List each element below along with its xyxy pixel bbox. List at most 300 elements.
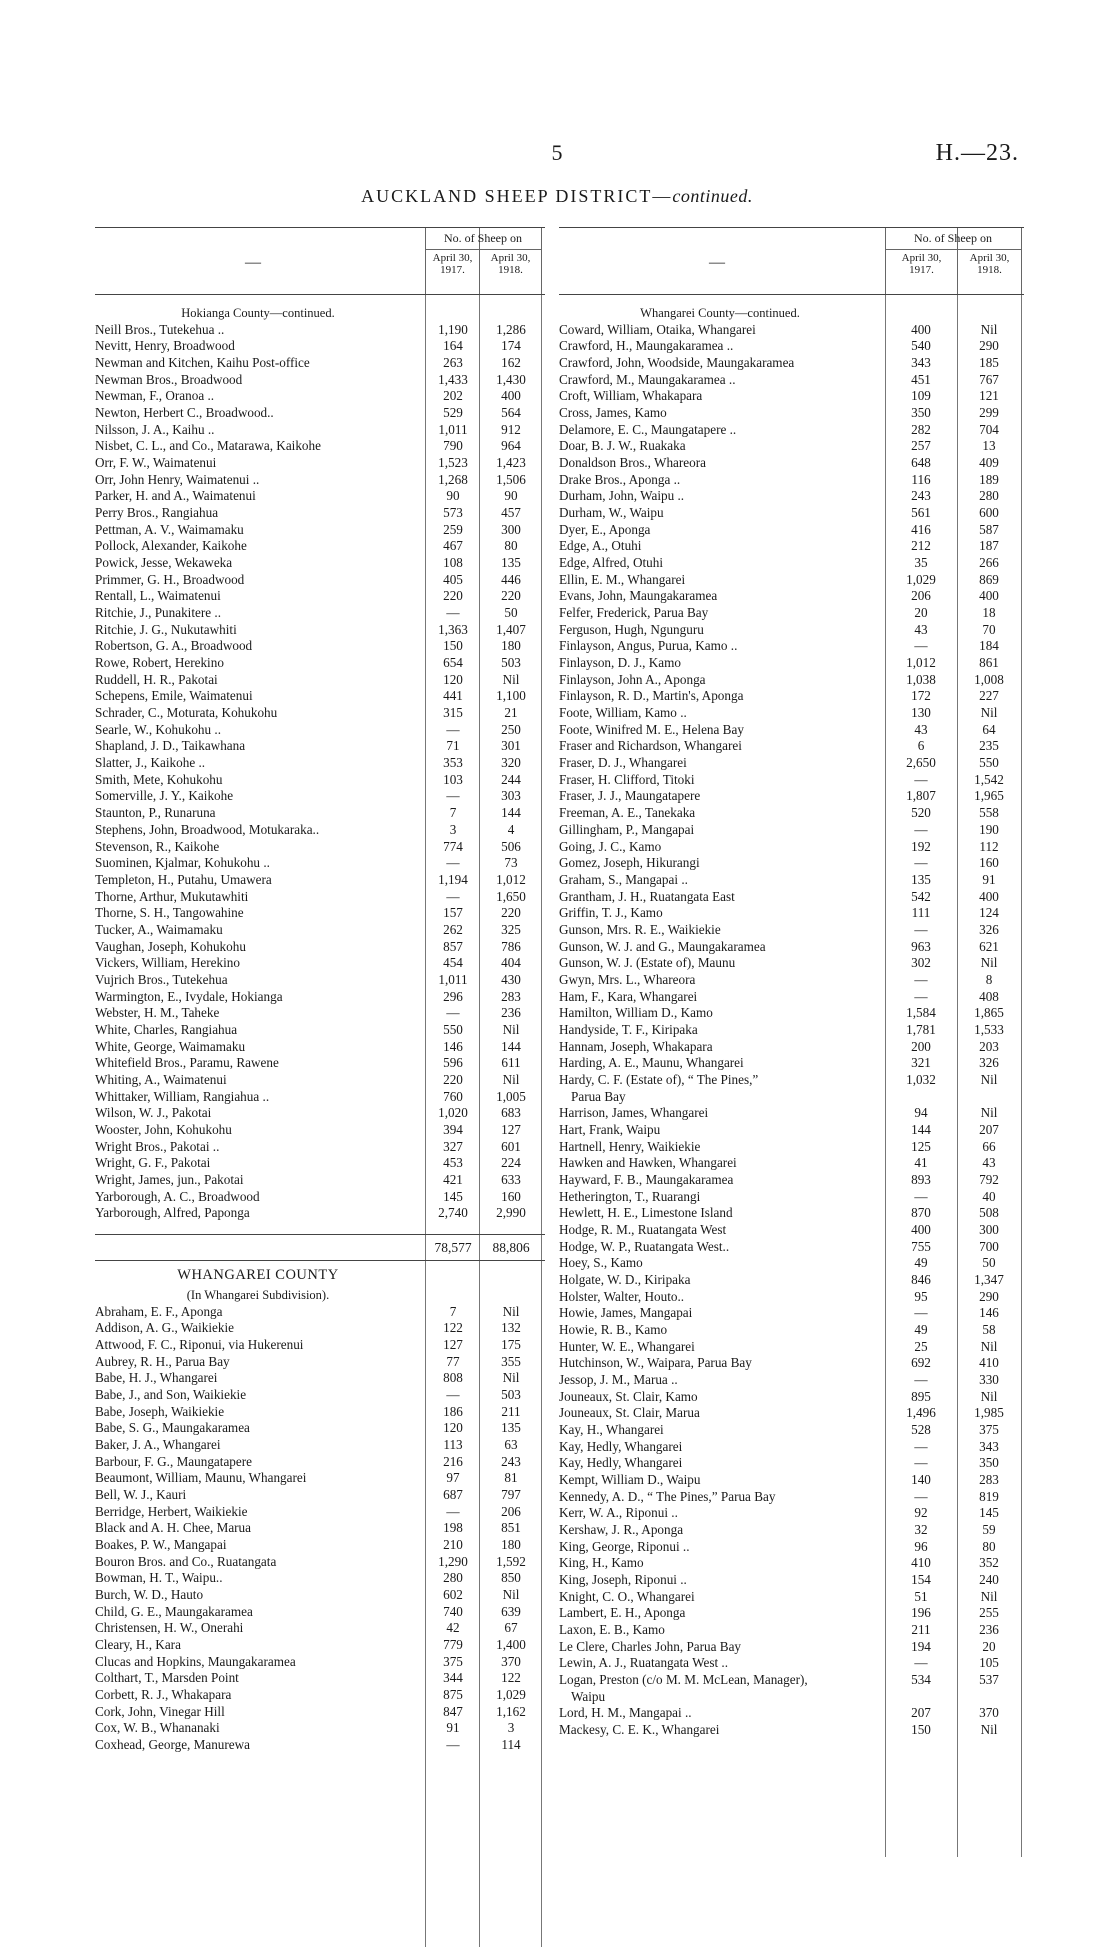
sheep-1918: 503 <box>501 655 521 671</box>
owner-name: Abraham, E. F., Aponga <box>95 1303 223 1319</box>
table-row <box>559 638 1024 655</box>
sheep-1918: 457 <box>501 505 521 521</box>
owner-name: Fraser and Richardson, Whangarei <box>559 738 742 754</box>
sheep-1918: Nil <box>980 1105 998 1121</box>
total-1917: 78,577 <box>434 1239 472 1255</box>
table-row <box>95 1337 545 1354</box>
sheep-1917: 573 <box>443 505 463 521</box>
sheep-1918: 1,533 <box>974 1021 1004 1037</box>
owner-name: Vaughan, Joseph, Kohukohu <box>95 938 246 954</box>
table-row <box>559 839 1024 856</box>
owner-name: Kay, Hedly, Whangarei <box>559 1438 683 1454</box>
table-row <box>95 388 545 405</box>
sheep-1917: 109 <box>911 388 931 404</box>
table-row <box>559 1639 1024 1656</box>
sheep-1917: 257 <box>911 438 931 454</box>
sheep-1918: 350 <box>979 1455 999 1471</box>
sheep-1917: 25 <box>914 1338 928 1354</box>
sheep-1918: Nil <box>502 1303 520 1319</box>
sheep-1918: 1,005 <box>496 1088 526 1104</box>
owner-name: Parker, H. and A., Waimatenui <box>95 488 256 504</box>
sheep-1918: 2,990 <box>496 1205 526 1221</box>
sheep-1917: 41 <box>914 1155 928 1171</box>
owner-name: King, Joseph, Riponui .. <box>559 1572 687 1588</box>
table-row <box>95 872 545 889</box>
sheep-1918: 283 <box>501 988 521 1004</box>
owner-name: Felfer, Frederick, Parua Bay <box>559 605 709 621</box>
sheep-1917: 7 <box>449 805 457 821</box>
owner-name: Staunton, P., Runaruna <box>95 805 216 821</box>
owner-name: Neill Bros., Tutekehua .. <box>95 321 225 337</box>
sheep-1918: 409 <box>979 455 999 471</box>
table-row <box>559 1039 1024 1056</box>
sheep-1918: 700 <box>979 1238 999 1254</box>
owner-name: Knight, C. O., Whangarei <box>559 1588 695 1604</box>
no-of-sheep-heading: No. of Sheep on <box>914 231 992 245</box>
sheep-1917: 343 <box>911 355 931 371</box>
owner-name: Holgate, W. D., Kiripaka <box>559 1271 691 1287</box>
owner-name: Templeton, H., Putahu, Umawera <box>95 871 272 887</box>
sheep-1918: Nil <box>980 1388 998 1404</box>
owner-name: Yarborough, A. C., Broadwood <box>95 1188 260 1204</box>
owner-name: Handyside, T. F., Kiripaka <box>559 1021 698 1037</box>
owner-name: Hodge, R. M., Ruatangata West <box>559 1221 727 1237</box>
table-row <box>95 1470 545 1487</box>
sheep-1917: 692 <box>911 1355 931 1371</box>
sheep-1917: 90 <box>446 488 460 504</box>
sheep-1917: — <box>446 1503 460 1519</box>
table-row <box>95 1155 545 1172</box>
sheep-1918: 850 <box>501 1570 521 1586</box>
owner-name: Newton, Herbert C., Broadwood.. <box>95 405 274 421</box>
owner-name: Colthart, T., Marsden Point <box>95 1670 239 1686</box>
owner-name: Ferguson, Hugh, Ngunguru <box>559 621 704 637</box>
owner-name: Graham, S., Mangapai .. <box>559 871 688 887</box>
owner-name: Finlayson, D. J., Kamo <box>559 655 681 671</box>
sheep-1918: 144 <box>501 1038 521 1054</box>
sheep-1918: 786 <box>501 938 521 954</box>
owner-name: Vujrich Bros., Tutekehua <box>95 971 228 987</box>
sheep-1918: 683 <box>501 1105 521 1121</box>
sheep-1917: 212 <box>911 538 931 554</box>
owner-name: Beaumont, William, Maunu, Whangarei <box>95 1470 307 1486</box>
table-row <box>559 1289 1024 1306</box>
sheep-1918: 58 <box>982 1321 996 1337</box>
table-row <box>95 1105 545 1122</box>
table-row <box>95 1504 545 1521</box>
sheep-1918: 63 <box>504 1437 518 1452</box>
table-row <box>95 722 545 739</box>
sheep-1918: 537 <box>979 1672 999 1688</box>
sheep-1917: 1,038 <box>906 671 936 687</box>
sheep-1917: — <box>446 605 460 621</box>
sheep-1917: 196 <box>911 1605 931 1621</box>
sheep-1917: — <box>914 771 928 787</box>
sheep-1917: 1,807 <box>906 788 936 804</box>
table-row <box>559 872 1024 889</box>
owner-name: Fraser, D. J., Whangarei <box>559 755 687 771</box>
sheep-1917: 71 <box>446 738 460 754</box>
table-header <box>559 227 1024 295</box>
sheep-1917: 405 <box>443 571 463 587</box>
table-row <box>559 1455 1024 1472</box>
sheep-1917: 172 <box>911 688 931 704</box>
page-number: 5 <box>551 140 563 165</box>
sheep-1917: 216 <box>443 1453 463 1469</box>
owner-name: Crawford, M., Maungakaramea .. <box>559 371 736 387</box>
sheep-1917: 259 <box>443 521 463 537</box>
owner-name: Howie, R. B., Kamo <box>559 1321 668 1337</box>
table-row <box>559 505 1024 522</box>
table-row <box>559 622 1024 639</box>
sheep-1917: 467 <box>443 538 463 554</box>
table-row <box>559 688 1024 705</box>
sheep-1917: 202 <box>443 388 463 404</box>
owner-name: Christensen, H. W., Onerahi <box>95 1620 244 1636</box>
title-main: AUCKLAND SHEEP DISTRICT— <box>361 186 673 206</box>
sheep-1918: 207 <box>979 1121 999 1137</box>
table-row <box>559 1122 1024 1139</box>
owner-name: Pollock, Alexander, Kaikohe <box>95 538 247 554</box>
sheep-1918: 13 <box>982 438 996 454</box>
owner-name: Kay, Hedly, Whangarei <box>559 1455 683 1471</box>
sheep-1917: 51 <box>914 1588 928 1604</box>
owner-name: Drake Bros., Aponga .. <box>559 471 681 487</box>
sheep-1917: 206 <box>911 588 931 604</box>
sheep-1917: 146 <box>443 1038 463 1054</box>
table-row <box>95 338 545 355</box>
table-row <box>559 972 1024 989</box>
table-row <box>95 1620 545 1637</box>
owner-name: Edge, A., Otuhi <box>559 538 642 554</box>
table-row <box>559 822 1024 839</box>
owner-name: Logan, Preston (c/o M. M. McLean, Manager), <box>559 1672 808 1688</box>
owner-name: Donaldson Bros., Whareora <box>559 455 706 471</box>
sheep-1918: Nil <box>502 671 520 687</box>
owner-name: Ruddell, H. R., Pakotai <box>95 671 218 687</box>
owner-name: Addison, A. G., Waikiekie <box>95 1320 234 1336</box>
table-row <box>559 1472 1024 1489</box>
owner-name: Cork, John, Vinegar Hill <box>95 1703 225 1719</box>
table-row <box>95 1387 545 1404</box>
sheep-1918: 80 <box>982 1538 996 1554</box>
table-row <box>95 922 545 939</box>
sheep-1917: 596 <box>443 1055 463 1071</box>
owner-name: Going, J. C., Kamo <box>559 838 662 854</box>
table-row <box>559 572 1024 589</box>
table-row <box>559 1622 1024 1639</box>
owner-name: Hannam, Joseph, Whakapara <box>559 1038 713 1054</box>
table-row <box>559 1655 1024 1672</box>
owner-name: Hart, Frank, Waipu <box>559 1121 661 1137</box>
sheep-1918: 66 <box>982 1138 996 1154</box>
owner-name: Gunson, W. J. (Estate of), Maunu <box>559 955 736 971</box>
table-row <box>95 1072 545 1089</box>
table-row <box>559 338 1024 355</box>
sheep-1918: 255 <box>979 1605 999 1621</box>
sheep-1917: — <box>914 988 928 1004</box>
sheep-1918: 1,650 <box>496 888 526 904</box>
sheep-1918: 162 <box>501 355 521 371</box>
owner-name: Hartnell, Henry, Waikiekie <box>559 1138 701 1154</box>
sheep-1917: 875 <box>443 1687 463 1703</box>
table-row <box>559 1022 1024 1039</box>
owner-name: Barbour, F. G., Maungatapere <box>95 1453 252 1469</box>
table-row <box>95 1587 545 1604</box>
sheep-1917: 1,190 <box>438 321 468 337</box>
owner-name: Grantham, J. H., Ruatangata East <box>559 888 735 904</box>
table-row <box>559 1105 1024 1122</box>
sheep-1918: 300 <box>501 521 521 537</box>
sheep-1918: 211 <box>501 1403 521 1419</box>
sheep-1917: 120 <box>443 1420 463 1436</box>
sheep-1917: 400 <box>911 1221 931 1237</box>
sheep-1918: 50 <box>504 605 518 621</box>
owner-name: Cleary, H., Kara <box>95 1637 181 1653</box>
document-reference: H.—23. <box>935 140 1019 166</box>
sheep-1918: 326 <box>979 921 999 937</box>
sheep-1917: 1,433 <box>438 371 468 387</box>
owner-name: Whiting, A., Waimatenui <box>95 1071 227 1087</box>
owner-name: Jouneaux, St. Clair, Kamo <box>559 1388 698 1404</box>
table-row <box>559 1705 1024 1722</box>
table-row <box>95 372 545 389</box>
sheep-1918: 180 <box>501 638 521 654</box>
owner-name: Ellin, E. M., Whangarei <box>559 571 686 587</box>
total-1918: 88,806 <box>492 1239 530 1255</box>
owner-name: Jessop, J. M., Marua .. <box>559 1372 678 1387</box>
sheep-1918: 633 <box>501 1171 521 1187</box>
sheep-1917: 95 <box>914 1288 928 1304</box>
sheep-1917: 125 <box>911 1138 931 1154</box>
sheep-1918: 1,542 <box>974 771 1004 787</box>
owner-name: Webster, H. M., Taheke <box>95 1005 220 1021</box>
sheep-1918: 70 <box>982 621 996 637</box>
owner-name: Schepens, Emile, Waimatenui <box>95 688 253 704</box>
sheep-1918: 112 <box>979 838 999 854</box>
sheep-1917: 534 <box>911 1672 931 1688</box>
table-row <box>95 1304 545 1321</box>
sheep-1918: 206 <box>501 1503 521 1519</box>
owner-name: Hunter, W. E., Whangarei <box>559 1338 695 1354</box>
table-row <box>95 1039 545 1056</box>
owner-name: Wright, G. F., Pakotai <box>95 1155 211 1171</box>
sheep-1918: 506 <box>501 838 521 854</box>
owner-name: Mackesy, C. E. K., Whangarei <box>559 1722 720 1738</box>
sheep-1917: 321 <box>911 1055 931 1071</box>
table-row <box>559 1422 1024 1439</box>
table-row <box>559 889 1024 906</box>
sheep-1917: 135 <box>911 871 931 887</box>
table-row <box>559 1005 1024 1022</box>
sheep-1917: 243 <box>911 488 931 504</box>
owner-name: Finlayson, R. D., Martin's, Aponga <box>559 688 744 704</box>
owner-name: Wright Bros., Pakotai .. <box>95 1138 220 1154</box>
sheep-1917: 344 <box>443 1670 463 1686</box>
sheep-1917: — <box>914 1488 928 1504</box>
sheep-1918: 404 <box>501 955 521 971</box>
sheep-1918: 1,012 <box>496 871 526 887</box>
sheep-1917: 103 <box>443 771 463 787</box>
table-row <box>95 1420 545 1437</box>
table-row <box>95 1654 545 1671</box>
sheep-1917: 164 <box>443 338 463 354</box>
sheep-1918: 1,965 <box>974 788 1004 804</box>
sheep-1918: 121 <box>979 388 999 404</box>
sheep-1918: 600 <box>979 505 999 521</box>
sheep-1918: 190 <box>979 821 999 837</box>
owner-name: Holster, Walter, Houto.. <box>559 1288 685 1304</box>
col-1917-heading: April 30, 1917. <box>432 252 473 276</box>
right-column <box>559 227 1024 1739</box>
table-row <box>559 1522 1024 1539</box>
table-row <box>559 939 1024 956</box>
owner-name: Babe, H. J., Whangarei <box>95 1370 218 1386</box>
table-row <box>95 405 545 422</box>
sheep-1917: — <box>914 638 928 654</box>
sheep-1918: 236 <box>501 1005 521 1021</box>
sheep-1917: 400 <box>911 321 931 337</box>
sheep-1918: 250 <box>501 721 521 737</box>
sheep-1917: 192 <box>911 838 931 854</box>
owner-name: Orr, F. W., Waimatenui <box>95 455 217 471</box>
sheep-1917: 1,781 <box>906 1021 936 1037</box>
table-row <box>559 805 1024 822</box>
owner-name: Robertson, G. A., Broadwood <box>95 638 253 654</box>
sheep-1918: 508 <box>979 1205 999 1221</box>
owner-name: Babe, Joseph, Waikiekie <box>95 1403 225 1419</box>
table-row <box>95 322 545 339</box>
table-row <box>95 889 545 906</box>
sheep-1917: 394 <box>443 1121 463 1137</box>
sheep-1918: 1,029 <box>496 1687 526 1703</box>
sheep-1918: 180 <box>501 1537 521 1553</box>
table-row <box>559 788 1024 805</box>
owner-name: Nevitt, Henry, Broadwood <box>95 338 235 354</box>
table-row <box>95 805 545 822</box>
table-row <box>559 522 1024 539</box>
owner-name: Thorne, S. H., Tangowahine <box>95 905 244 921</box>
sheep-1917: 790 <box>443 438 463 454</box>
owner-name: Cox, W. B., Whananaki <box>95 1720 220 1736</box>
sheep-1917: 1,032 <box>906 1071 936 1087</box>
sheep-1918: 1,865 <box>974 1005 1004 1021</box>
owner-name: Suominen, Kjalmar, Kohukohu .. <box>95 855 270 871</box>
sheep-1918: 912 <box>501 421 521 437</box>
table-row <box>559 1405 1024 1422</box>
owner-name: White, George, Waimamaku <box>95 1038 246 1054</box>
sheep-1917: 654 <box>443 655 463 671</box>
title-continued: continued. <box>672 186 753 206</box>
owner-name: Wilson, W. J., Pakotai <box>95 1105 212 1121</box>
table-row <box>559 1372 1024 1389</box>
owner-name: Doar, B. J. W., Ruakaka <box>559 438 686 454</box>
owner-name: Durham, W., Waipu <box>559 505 664 521</box>
table-row <box>559 1305 1024 1322</box>
table-row <box>559 422 1024 439</box>
table-row <box>559 1089 1024 1106</box>
table-row <box>559 1189 1024 1206</box>
sheep-1917: — <box>914 1455 928 1471</box>
sheep-1917: — <box>914 1372 928 1387</box>
table-row <box>95 538 545 555</box>
table-row <box>559 905 1024 922</box>
sheep-1917: 542 <box>911 888 931 904</box>
table-row <box>95 1720 545 1737</box>
owner-name: Fraser, H. Clifford, Titoki <box>559 771 695 787</box>
sheep-1918: 430 <box>501 971 521 987</box>
sheep-1917: — <box>914 921 928 937</box>
owner-name: Gunson, W. J. and G., Maungakaramea <box>559 938 766 954</box>
sheep-1917: 453 <box>443 1155 463 1171</box>
sheep-1917: 454 <box>443 955 463 971</box>
table-row <box>559 1205 1024 1222</box>
owner-name: Child, G. E., Maungakaramea <box>95 1603 253 1619</box>
sheep-1917: 94 <box>914 1105 928 1121</box>
sheep-1917: 350 <box>911 405 931 421</box>
owner-name: Crawford, H., Maungakaramea .. <box>559 338 734 354</box>
sheep-1917: — <box>446 788 460 804</box>
owner-name: Attwood, F. C., Riponui, via Hukerenui <box>95 1336 304 1352</box>
sheep-1917: 92 <box>914 1505 928 1521</box>
sheep-1918: 446 <box>501 571 521 587</box>
table-row <box>559 355 1024 372</box>
sheep-1917: 35 <box>914 555 928 571</box>
sheep-1918: 240 <box>979 1572 999 1588</box>
owner-name: Babe, S. G., Maungakaramea <box>95 1420 250 1436</box>
table-row <box>95 1537 545 1554</box>
table-row <box>559 1072 1024 1089</box>
sheep-1917: 1,011 <box>438 421 468 437</box>
owner-name: Hardy, C. F. (Estate of), “ The Pines,” <box>559 1071 759 1087</box>
sheep-1918: Nil <box>980 1071 998 1087</box>
sheep-1917: — <box>914 821 928 837</box>
sheep-1918: 355 <box>501 1353 521 1369</box>
owner-name: Durham, John, Waipu .. <box>559 488 685 504</box>
sheep-1917: 108 <box>443 555 463 571</box>
sheep-1918: Nil <box>980 955 998 971</box>
sheep-1918: 59 <box>982 1522 996 1538</box>
sheep-1918: 1,347 <box>974 1271 1004 1287</box>
sheep-1918: 1,592 <box>496 1553 526 1569</box>
sheep-1918: 127 <box>501 1121 521 1137</box>
sheep-1918: 408 <box>979 988 999 1004</box>
owner-name: Kempt, William D., Waipu <box>559 1472 701 1488</box>
owner-name: Bell, W. J., Kauri <box>95 1487 187 1503</box>
owner-name: Gwyn, Mrs. L., Whareora <box>559 971 696 987</box>
sheep-1917: 157 <box>443 905 463 921</box>
table-row <box>559 438 1024 455</box>
sheep-1917: 113 <box>443 1437 463 1452</box>
table-row <box>95 1005 545 1022</box>
owner-name: Nisbet, C. L., and Co., Matarawa, Kaikohe <box>95 438 321 454</box>
table-row <box>559 672 1024 689</box>
table-row <box>559 1439 1024 1456</box>
sheep-1918: 135 <box>501 555 521 571</box>
sheep-1918: 124 <box>979 905 999 921</box>
owner-name: Stephens, John, Broadwood, Motukaraka.. <box>95 821 320 837</box>
sheep-1918: 964 <box>501 438 521 454</box>
header-dash: — <box>245 254 261 271</box>
sheep-1918: 1,162 <box>496 1703 526 1719</box>
col-1918-heading: April 30, 1918. <box>490 252 531 276</box>
sheep-1918: 43 <box>982 1155 996 1171</box>
table-row <box>559 1139 1024 1156</box>
section-subheading-whangarei: (In Whangarei Subdivision). <box>186 1287 330 1302</box>
sheep-1918: 290 <box>979 1288 999 1304</box>
sheep-1917: 220 <box>443 588 463 604</box>
sheep-1918: 185 <box>979 355 999 371</box>
